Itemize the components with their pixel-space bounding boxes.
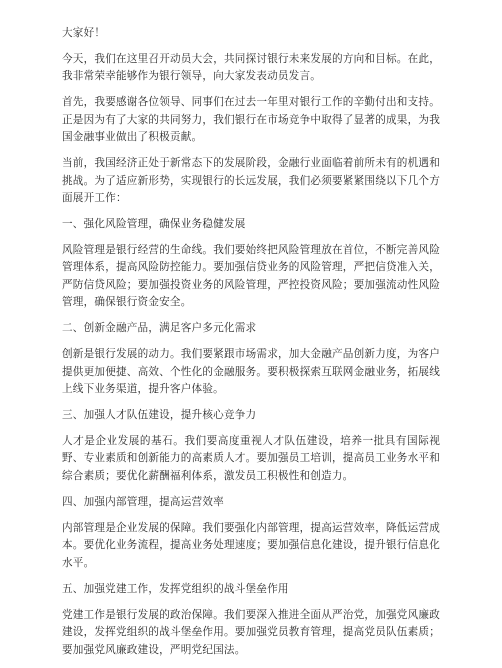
section-5-heading: 五、加强党建工作，发挥党组织的战斗堡垒作用: [62, 582, 289, 595]
thanks-paragraph: 首先，我要感谢各位领导、同事们在过去一年里对银行工作的辛勤付出和支持。正是因为有了大家的共同努力，我们银行在市场竞争中取得了显著的成果，为我国金融事业做出了积极贡献。: [62, 96, 440, 144]
document-page: [62, 25, 440, 668]
section-4-body: 内部管理是企业发展的保障。我们要强化内部管理，提高运营效率，降低运营成本。要优化业务流程，提高业务处理速度；要加强信息化建设，提升银行信息化水平。: [62, 521, 440, 569]
section-5-body: 党建工作是银行发展的政治保障。我们要深入推进全面从严治党，加强党风廉政建设，发挥党组织的战斗堡垒作用。要加强党员教育管理，提高党员队伍素质；要加强党风廉政建设，严明党纪国法。: [62, 608, 440, 656]
intro-paragraph: 今天，我们在这里召开动员大会，共同探讨银行未来发展的方向和目标。在此，我非常荣幸能够作为银行领导，向大家发表动员发言。: [62, 53, 440, 83]
context-paragraph: 当前，我国经济正处于新常态下的发展阶段，金融行业面临着前所未有的机遇和挑战。为了适应新形势，实现银行的长远发展，我们必须要紧紧围绕以下几个方面展开工作：: [62, 157, 440, 205]
section-2-heading: 二、创新金融产品，满足客户多元化需求: [62, 322, 257, 335]
section-3-heading: 三、加强人才队伍建设，提升核心竞争力: [62, 409, 257, 422]
greeting: 大家好！: [62, 27, 106, 39]
section-1-body: 风险管理是银行经营的生命线。我们要始终把风险管理放在首位，不断完善风险管理体系，提高风险防控能力。要加强信贷业务的风险管理，严把信贷准入关，严防信贷风险；要加强投资业务的风险管理，严控投资风险；要加强流动性风险管理，确保银行资金安全。: [62, 244, 440, 309]
section-4-heading: 四、加强内部管理，提高运营效率: [62, 495, 224, 508]
section-3-body: 人才是企业发展的基石。我们要高度重视人才队伍建设，培养一批具有国际视野、专业素质和创新能力的高素质人才。要加强员工培训，提高员工业务水平和综合素质；要优化薪酬福利体系，激发员工积极性和创造力。: [62, 435, 440, 482]
section-1-heading: 一、强化风险管理，确保业务稳健发展: [62, 218, 246, 231]
section-2-body: 创新是银行发展的动力。我们要紧跟市场需求，加大金融产品创新力度，为客户提供更加便捷、高效、个性化的金融服务。要积极探索互联网金融业务，拓展线上线下业务渠道，提升客户体验。: [62, 348, 440, 396]
